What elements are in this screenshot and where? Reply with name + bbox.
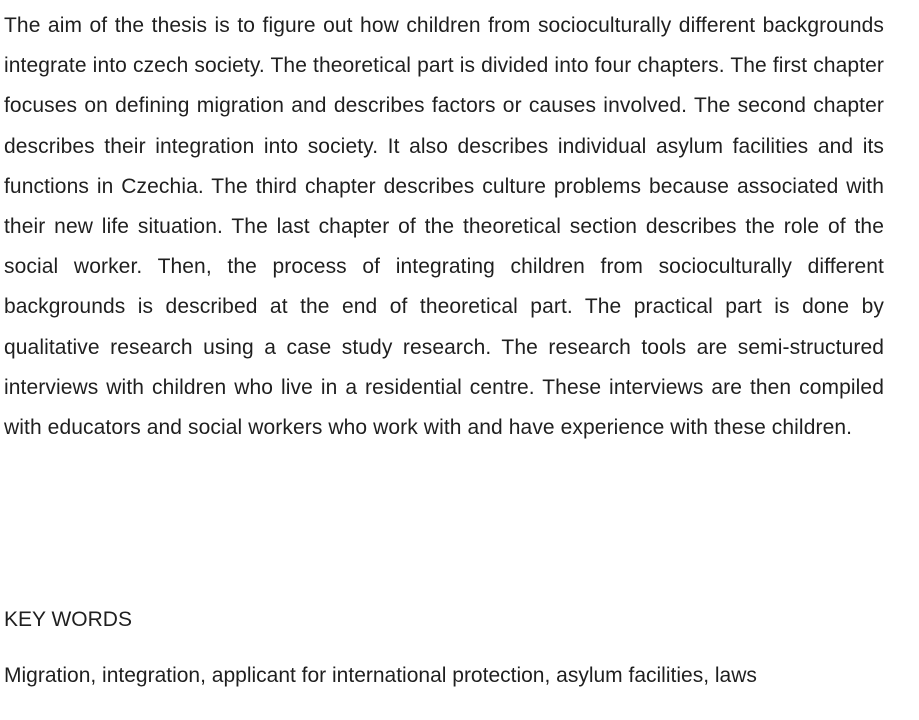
abstract-paragraph: The aim of the thesis is to figure out how children from socioculturally different backgrounds integrate into czech society. The theoretical part is divided into four chapters. The first chapter focuses on defining migration and describes factors or causes involved. The second chapter describes their integration into society. It also describes individual asylum facilities and its functions in Czechia. The third chapter describes culture problems because associated with their new life situation. The last chapter of the theoretical section describes the role of the social worker. Then, the process of integrating children from socioculturally different backgrounds is described at the end of theoretical part. The practical part is done by qualitative research using a case study research. The research tools are semi-structured interviews with children who live in a residential centre. These interviews are then compiled with educators and social workers who work with and have experience with these children. <box>4 14 884 440</box>
keywords-heading: KEY WORDS <box>4 608 132 631</box>
keywords-list: Migration, integration, applicant for international protection, asylum facilities, laws <box>4 664 757 687</box>
document-page <box>4 6 884 448</box>
